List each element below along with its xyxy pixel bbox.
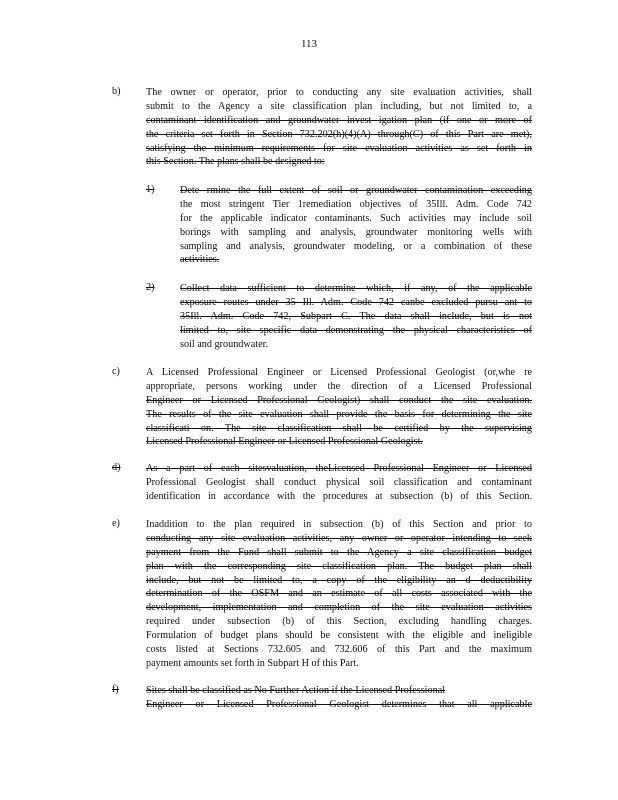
struck-text-line: Sites shall be classified as No Further Action if the Licensed Professional: [146, 685, 446, 696]
item-body: [146, 684, 532, 712]
paragraph-b: [112, 86, 532, 169]
item-body: [180, 282, 532, 351]
struck-text-line: the criteria set forth in Section 732.202(h)(4)(A) through(C) of this Part are met),: [146, 128, 532, 140]
struck-text-line: contaminant identification and groundwater invest igation plan (if one or more of: [146, 114, 532, 126]
struck-text-line: payment from the Fund shall submit to the Agency a site classification budget: [146, 546, 532, 558]
text-line: Professional Geologist shall conduct physical soil classification and contaminant: [146, 476, 532, 488]
struck-text-line: plan with the corresponding site classification plan. The budget plan shall: [146, 560, 532, 572]
text-line: the most stringent Tier 1remediation objectives of 35Ill. Adm. Code 742: [180, 198, 532, 210]
struck-text-line: development, implementation and completion of the site evaluation activities: [146, 602, 532, 614]
struck-text-line: Engineer or Licensed Professional Geologist determines that all applicable: [146, 698, 532, 710]
item-label: f): [112, 684, 119, 695]
struck-text-line: this Section. The plans shall be designed to:: [146, 156, 325, 168]
text-line: appropriate, persons working under the direction of a Licensed Professional: [146, 380, 532, 392]
item-body: [146, 86, 532, 169]
text-line: sampling and analysis, groundwater modeling, or a combination of these: [180, 240, 532, 252]
struck-text-line: exposure routes under 35 Ill. Adm. Code 742 canbe excluded pursu ant to: [180, 296, 532, 308]
item-label: b): [112, 86, 121, 97]
struck-text-line: The results of the site evaluation shall provide the basis for determining the site: [146, 408, 532, 420]
text-line: soil and groundwater.: [180, 338, 268, 350]
item-label: d): [112, 462, 121, 473]
paragraph-d: [112, 462, 532, 504]
struck-text-line: determination of the OSFM and an estimate of all costs associated with the: [146, 588, 532, 600]
struck-text-line: satisfying the minimum requirements for site evaluation activities as set forth in: [146, 142, 532, 154]
item-label: e): [112, 518, 120, 529]
struck-text-line: Licensed Professional Engineer or Licensed Professional Geologist.: [146, 436, 423, 448]
item-body: [146, 462, 532, 504]
item-label: 1): [146, 184, 155, 195]
item-body: [146, 518, 532, 671]
text-line: The owner or operator, prior to conducting any site evaluation activities, shall: [146, 87, 532, 98]
struck-text-line: limited to, site specific data demonstrating the physical characteristics of: [180, 324, 532, 336]
text-line: for the applicable indicator contaminants. Such activities may include soil: [180, 212, 532, 224]
page-number: 113: [300, 38, 318, 50]
struck-text-line: classificati on. The site classification shall be certified by the supervising: [146, 422, 532, 434]
struck-text-line: conducting any site evaluation activities, any owner or operator intending to seek: [146, 532, 532, 544]
text-line: Formulation of budget plans should be consistent with the eligible and ineligible: [146, 630, 532, 642]
struck-text-line: Dete rmine the full extent of soil or groundwater contamination exceeding: [180, 185, 532, 196]
subitem-2: [146, 282, 532, 351]
text-line: A Licensed Professional Engineer or Licensed Professional Geologist (or,whe re: [146, 367, 532, 378]
text-line: identification in accordance with the procedures at subsection (b) of this Section.: [146, 490, 532, 502]
struck-text-line: Collect data sufficient to determine which, if any, of the applicable: [180, 283, 532, 294]
struck-text-line: activities.: [180, 254, 220, 266]
text-line: required under subsection (b) of this Section, excluding handling charges.: [146, 616, 532, 628]
struck-text-line: 35Ill. Adm. Code 742, Subpart C. The data shall include, but is not: [180, 310, 532, 322]
text-line: submit to the Agency a site classification plan including, but not limited to, a: [146, 100, 532, 112]
paragraph-e: [112, 518, 532, 671]
item-body: [146, 366, 532, 449]
struck-text-line: As a part of each sitesvaluation, theLicensed Professional Engineer or Licensed: [146, 463, 532, 474]
paragraph-f: [112, 684, 532, 712]
item-label: 2): [146, 282, 155, 293]
text-line: Inaddition to the plan required in subsection (b) of this Section and prior to: [146, 519, 532, 530]
text-line: payment amounts set forth in Subpart H of this Part.: [146, 657, 359, 669]
paragraph-c: [112, 366, 532, 449]
text-line: costs listed at Sections 732.605 and 732.606 of this Part and the maximum: [146, 644, 532, 656]
struck-text-line: Engineer or Licensed Professional Geologist) shall conduct the site evaluation.: [146, 394, 532, 406]
item-body: [180, 184, 532, 267]
struck-text-line: include, but not be limited to, a copy of the eligibility an d deductibility: [146, 574, 532, 586]
subitem-1: [146, 184, 532, 267]
item-label: c): [112, 366, 120, 377]
text-line: borings with sampling and analysis, groundwater monitoring wells with: [180, 226, 532, 238]
